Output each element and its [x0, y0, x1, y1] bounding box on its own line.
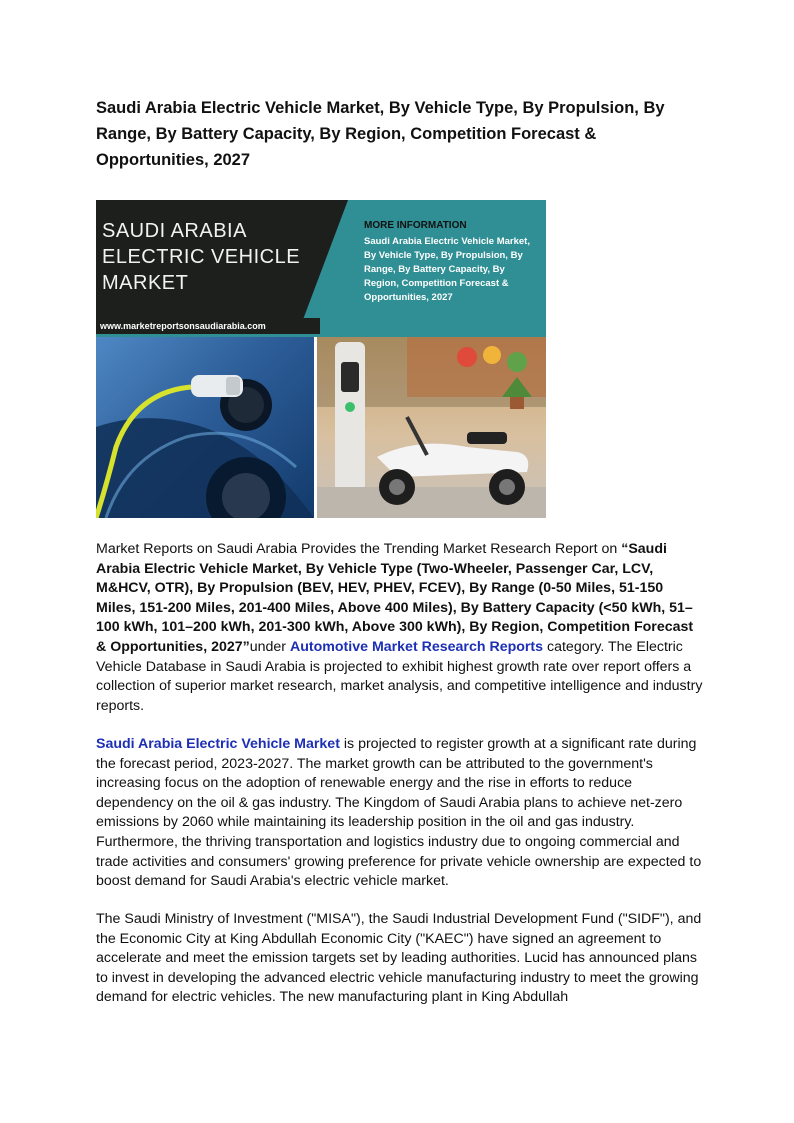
paragraph-intro	[96, 540, 704, 716]
banner-more-information	[356, 220, 540, 305]
paragraph-market-growth	[96, 735, 704, 892]
more-info-heading: MORE INFORMATION	[364, 220, 467, 231]
banner-url: www.marketreportsonsaudiarabia.com	[96, 318, 320, 334]
report-title-bold: “Saudi Arabia Electric Vehicle Market, By Vehicle Type (Two-Wheeler, Passenger Car, LCV, M&HCV, OTR), By Propulsion (BEV, HEV, PHEV, FCEV), By Range (0-50 Miles, 51-150 Miles, 151-200 Miles, 201-400 Miles, Above 400 Miles), By Battery Capacity (<50 kWh, 51–100 kWh, 101–200 kWh, 201-300 kWh, Above 300 kWh), By Region, Competition Forecast & Opportunities, 2027”	[96, 541, 694, 655]
ev-scooter-photo	[317, 337, 546, 518]
intro-text: Market Reports on Saudi Arabia Provides the Trending Market Research Report on	[96, 541, 622, 557]
banner-name-line: MARKET	[102, 272, 189, 294]
ev-charging-photo	[96, 337, 314, 518]
document-title: Saudi Arabia Electric Vehicle Market, By Vehicle Type, By Propulsion, By Range, By Battery Capacity, By Region, Competition Forecast & Opportunities, 2027	[96, 99, 665, 169]
scooter-charger-illustration	[317, 337, 546, 518]
banner-market-name	[102, 218, 332, 296]
intro-rest-text: category. The Electric Vehicle Database in Saudi Arabia is projected to exhibit highest growth rate over report offers a collection of superior market research, market analysis, and competitive intelligence and industry reports.	[96, 638, 703, 714]
more-info-text: Saudi Arabia Electric Vehicle Market, By Vehicle Type, By Propulsion, By Range, By Battery Capacity, By Region, Competition Forecast & Opportunities, 2027	[364, 236, 530, 303]
category-link[interactable]: Automotive Market Research Reports	[289, 638, 544, 655]
market-growth-text: is projected to register growth at a significant rate during the forecast period, 2023-2027. The market growth can be attributed to the government's increasing focus on the adoption of renewable energy and the rise in efforts to reduce dependency on the oil & gas industry. The Kingdom of Saudi Arabia plans to achieve net-zero emissions by 2060 while maintaining its leadership position in the oil and gas industry. Furthermore, the thriving transportation and logistics industry due to ongoing commercial and trade activities and consumers' growing preference for private vehicle ownership are expected to boost demand for Saudi Arabia's electric vehicle market.	[96, 736, 702, 890]
banner-name-line: ELECTRIC VEHICLE	[102, 246, 301, 268]
under-text: under	[249, 638, 290, 655]
report-banner-image	[96, 200, 546, 518]
charging-plug-illustration	[96, 337, 314, 518]
banner-name-line: SAUDI ARABIA	[102, 220, 247, 242]
market-report-link[interactable]: Saudi Arabia Electric Vehicle Market	[96, 736, 340, 752]
paragraph-investment: The Saudi Ministry of Investment ("MISA"), the Saudi Industrial Development Fund ("SIDF"), and the Economic City at King Abdullah Economic City ("KAEC") have signed an agreement to accelerate and meet the emission targets set by leading authorities. Lucid has announced plans to invest in developing the advanced electric vehicle manufacturing industry to meet the growing demand for electric vehicles. The new manufacturing plant in King Abdullah	[96, 911, 702, 1006]
